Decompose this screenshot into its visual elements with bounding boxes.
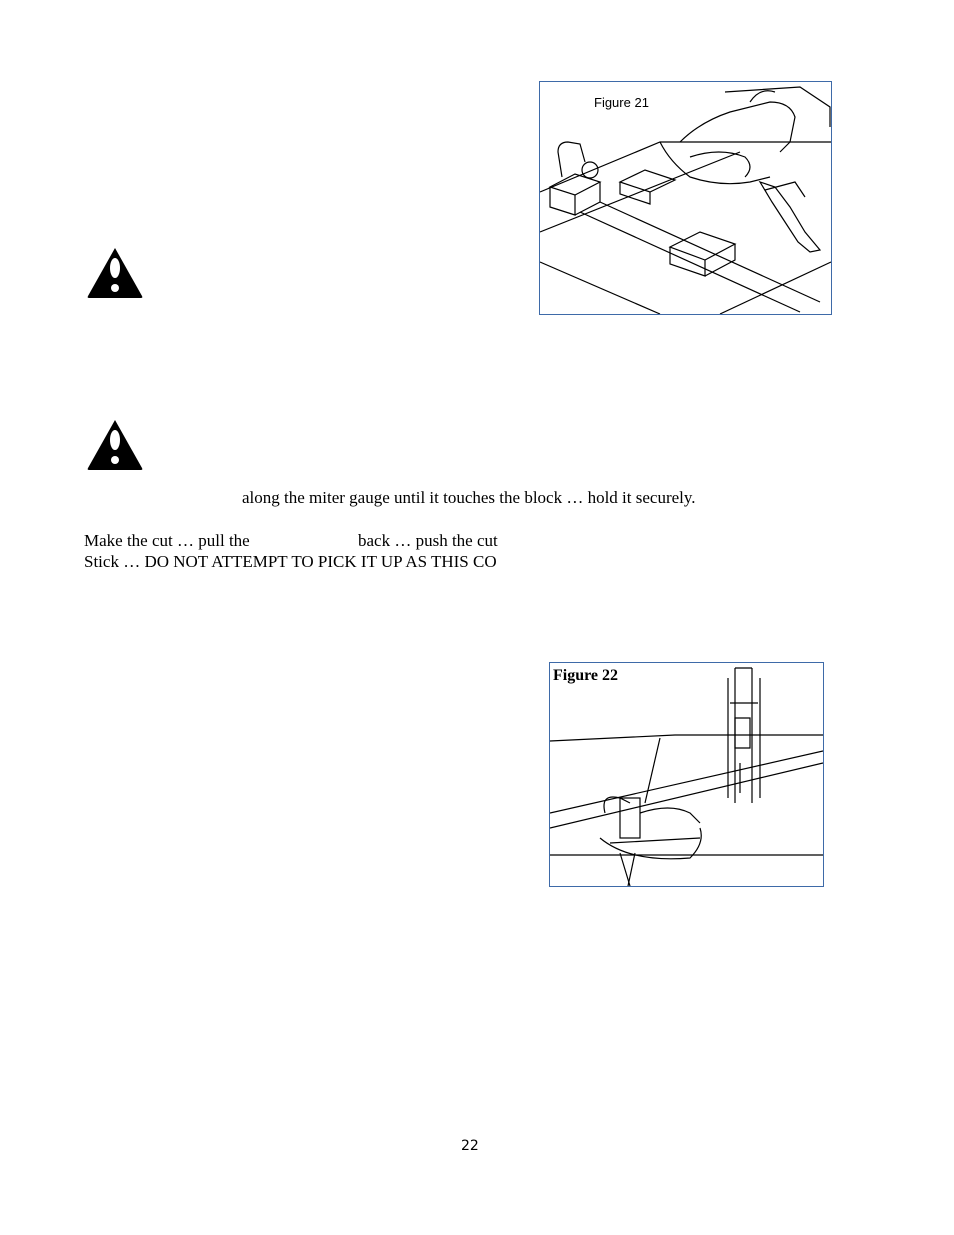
figure-22	[549, 662, 824, 887]
page-number: 22	[461, 1138, 479, 1154]
body-line-3: Stick … DO NOT ATTEMPT TO PICK IT UP AS THIS CO	[84, 552, 497, 571]
body-line-2b: back … push the cut	[358, 531, 498, 550]
figure-21-caption: Figure 21	[594, 95, 649, 110]
figure-21	[539, 81, 832, 315]
figure-22-caption: Figure 22	[553, 667, 619, 684]
body-line-2a: Make the cut … pull the	[84, 531, 250, 550]
warning-triangle-icon	[86, 246, 144, 300]
warning-triangle-icon	[86, 418, 144, 472]
body-line-1: along the miter gauge until it touches the block … hold it securely.	[242, 488, 696, 507]
